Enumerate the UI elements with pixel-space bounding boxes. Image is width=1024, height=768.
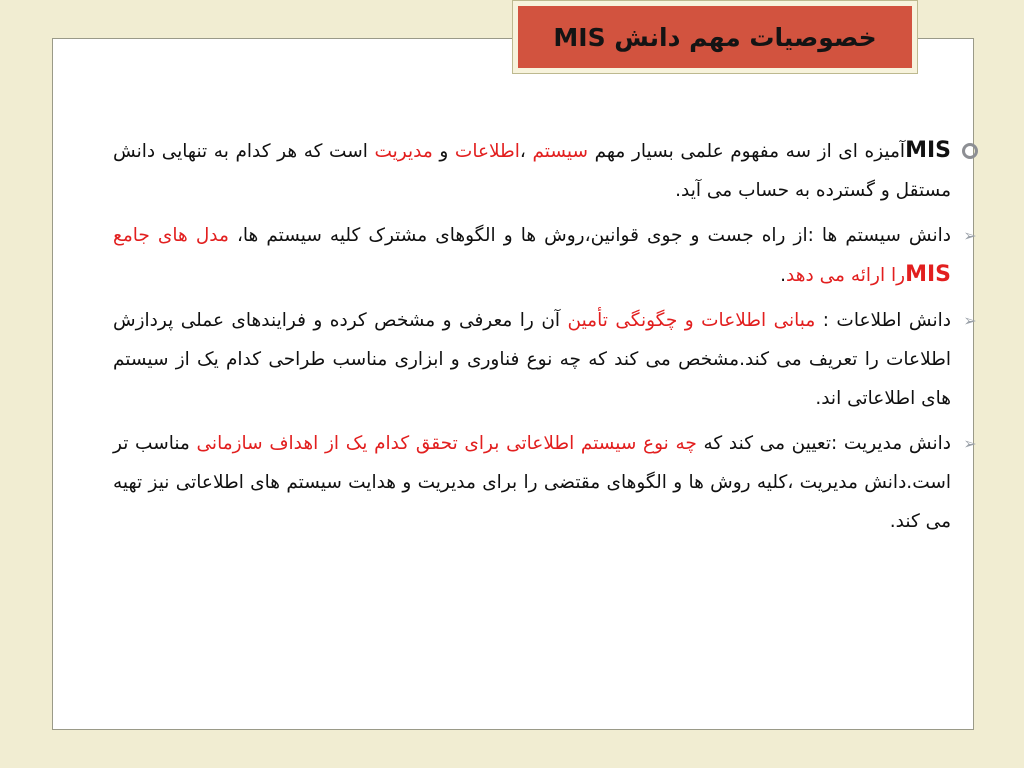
arrow-bullet-icon: ➢ [963, 226, 977, 245]
text-segment: دانش مدیریت :تعیین می کند که [696, 433, 951, 454]
slide-title: خصوصیات مهم دانش MIS [518, 6, 912, 68]
arrow-bullet-icon: ➢ [963, 311, 977, 330]
slide-content-panel [52, 38, 977, 730]
highlight-information: اطلاعات [454, 141, 520, 162]
arrow-bullet-icon: ➢ [963, 434, 977, 453]
text-segment: آن را معرفی و مشخص کرده و فرایندهای عملی پردازش اطلاعات را تعریف می کند.مشخص می کند که چه نوع فناوری و ابزاری مناسب طراحی کدام یک از سیستم های اطلاعاتی اند. [113, 310, 951, 409]
bullet-list [113, 131, 983, 547]
highlight-system: سیستم [532, 141, 588, 162]
highlight-organizational-goals: چه نوع سیستم اطلاعاتی برای تحقق کدام یک از اهداف سازمانی [196, 433, 697, 454]
text-segment: دانش اطلاعات : [815, 310, 951, 331]
list-item-information-knowledge [113, 301, 983, 418]
highlight-provides: را ارائه می دهد [786, 265, 906, 286]
text-segment: ، [519, 141, 533, 162]
highlight-information-basics: مبانی اطلاعات و چگونگی تأمین [567, 310, 816, 331]
title-frame [512, 0, 918, 74]
list-item-mis-definition [113, 131, 983, 210]
mis-term: MIS [905, 262, 951, 287]
text-segment: دانش سیستم ها :از راه جست و جوی قوانین،روش ها و الگوهای مشترک کلیه سیستم ها، [228, 225, 951, 246]
text-segment: و [432, 141, 455, 162]
highlight-models: مدل های جامع [113, 225, 229, 246]
list-item-systems-knowledge [113, 216, 983, 295]
mis-term: MIS [905, 138, 951, 163]
text-segment: است که هر کدام به تنهایی دانش مستقل و گسترده به حساب می آید. [113, 141, 951, 201]
text-segment: آمیزه ای از سه مفهوم علمی بسیار مهم [587, 141, 906, 162]
circle-bullet-icon [959, 131, 981, 170]
list-item-management-knowledge [113, 424, 983, 541]
highlight-management: مدیریت [374, 141, 433, 162]
text-segment: . [780, 265, 787, 286]
text-segment: مناسب تر است.دانش مدیریت ،کلیه روش ها و الگوهای مقتضی را برای مدیریت و هدایت سیستم های اطلاعاتی نیز تهیه می کند. [113, 433, 951, 532]
